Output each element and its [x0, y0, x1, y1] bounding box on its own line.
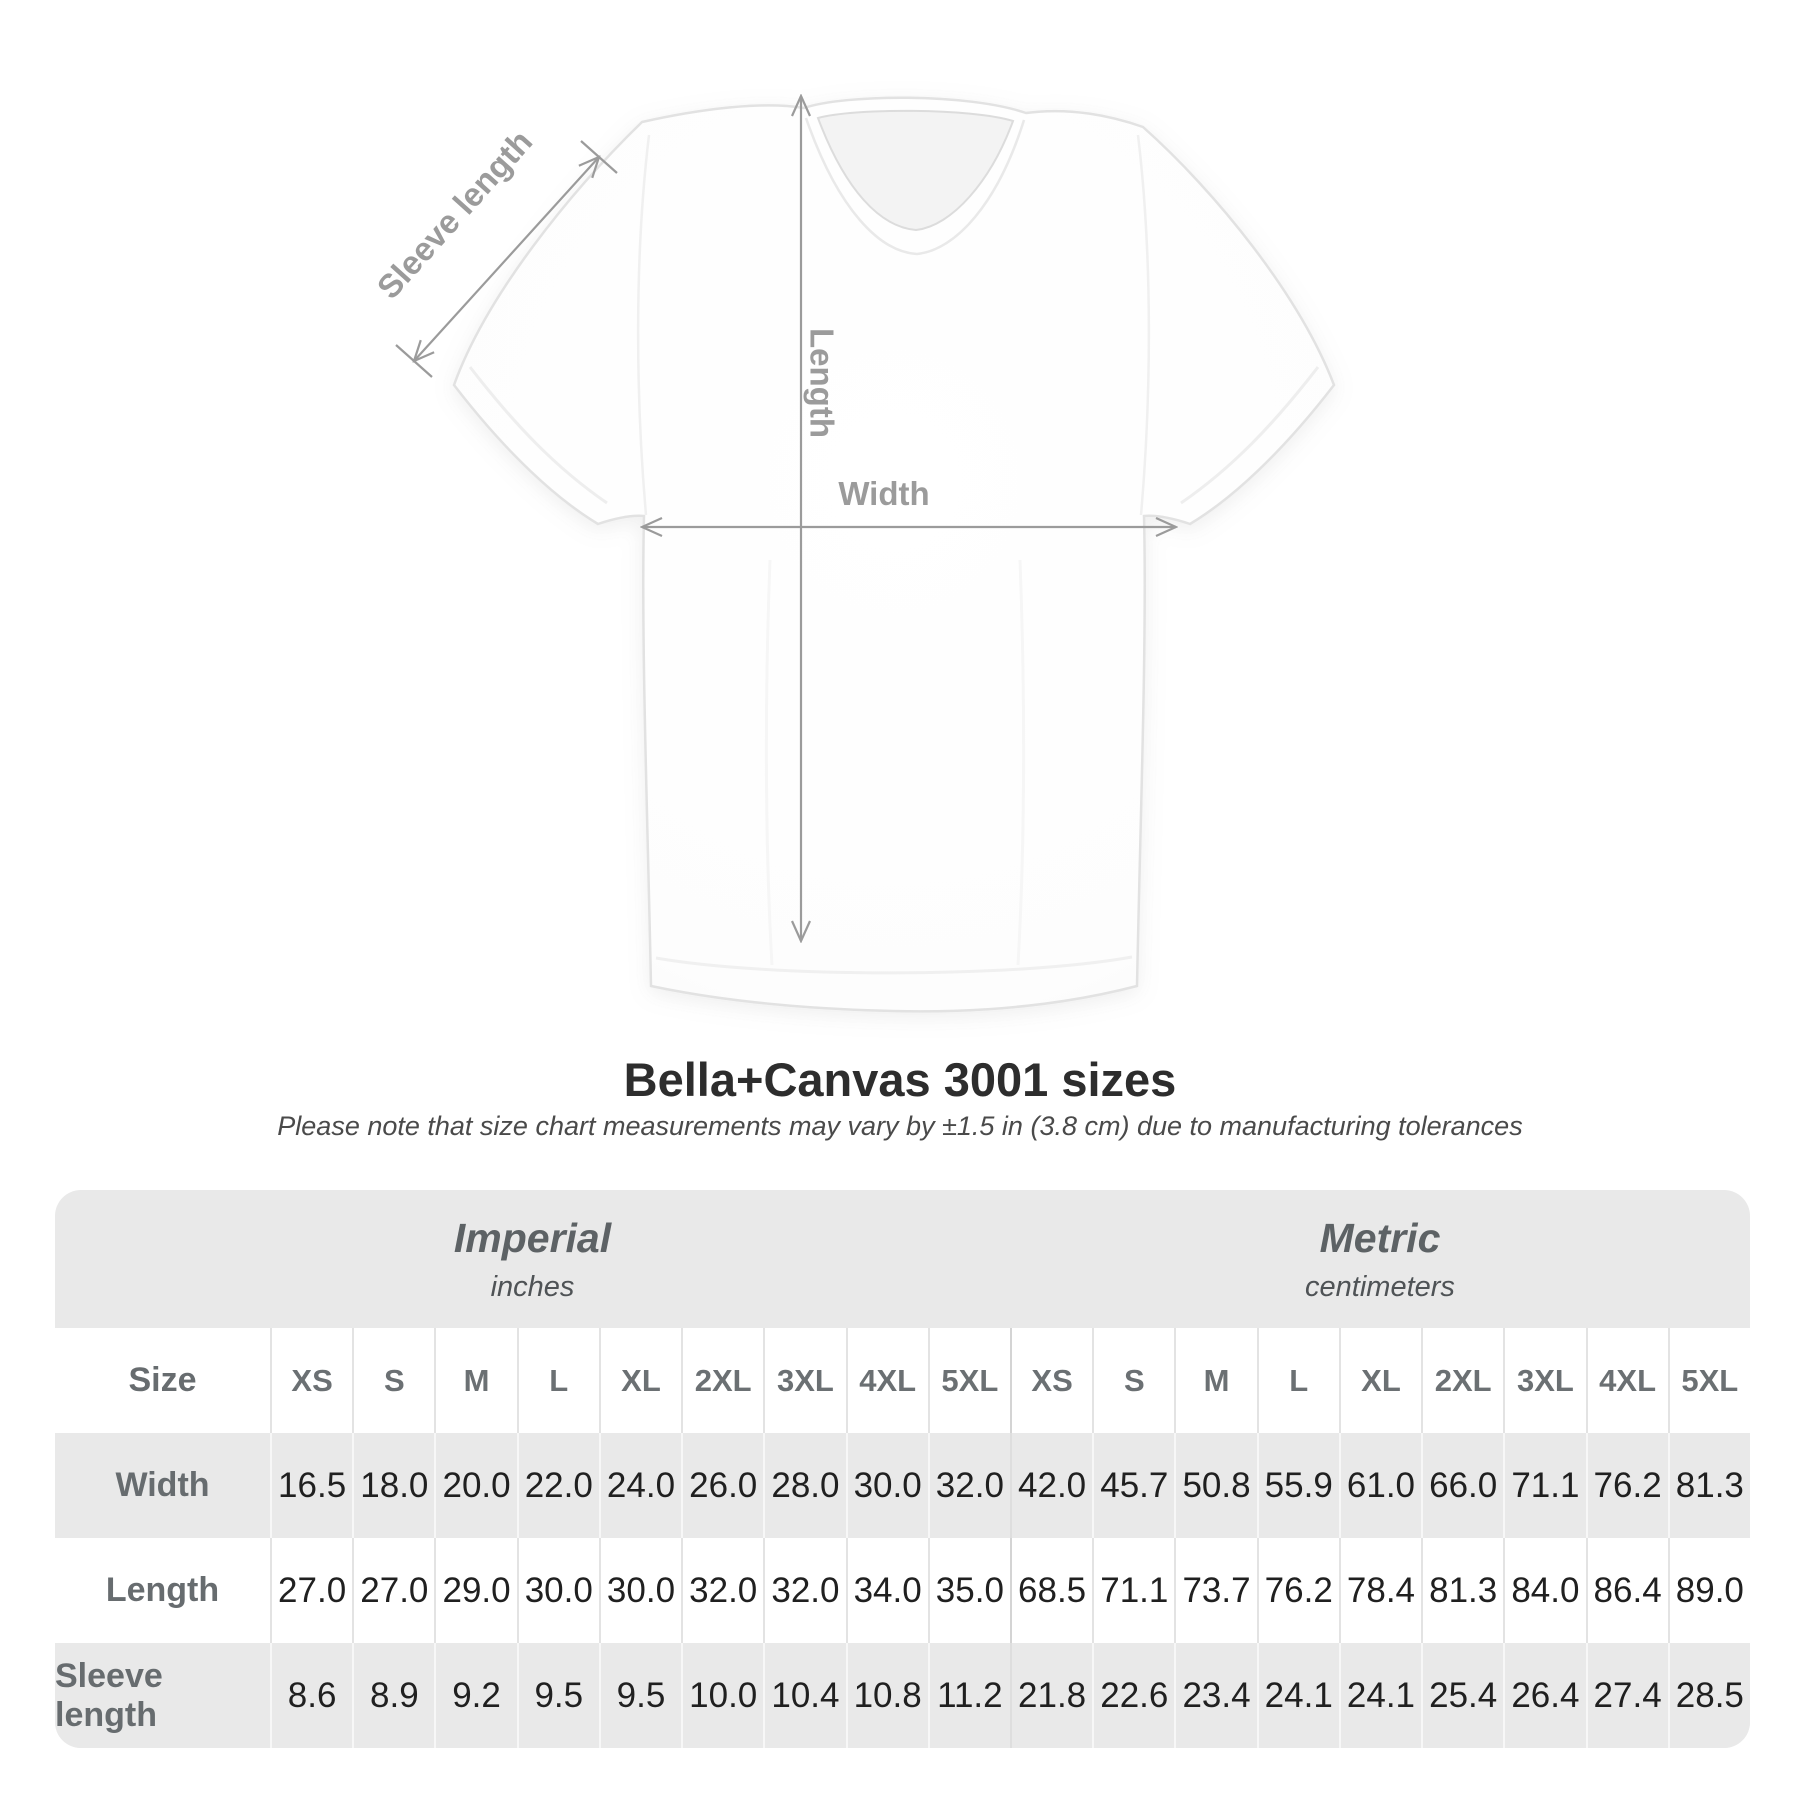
value-cell: 16.5: [270, 1433, 352, 1538]
size-header-cell: 3XL: [763, 1328, 845, 1433]
size-header-cell: XS: [270, 1328, 352, 1433]
value-cell: 84.0: [1503, 1538, 1585, 1643]
value-cell: 66.0: [1421, 1433, 1503, 1538]
size-table: [55, 1190, 1750, 1748]
value-cell: 27.4: [1586, 1643, 1668, 1748]
length-label: Length: [803, 328, 841, 438]
size-header-cell: 3XL: [1503, 1328, 1585, 1433]
size-header-cell: S: [352, 1328, 434, 1433]
value-cell: 9.5: [517, 1643, 599, 1748]
table-row: [55, 1643, 1750, 1748]
value-cell: 20.0: [434, 1433, 516, 1538]
table-row: [55, 1328, 1750, 1433]
value-cell: 9.5: [599, 1643, 681, 1748]
value-cell: 76.2: [1257, 1538, 1339, 1643]
value-cell: 24.1: [1339, 1643, 1421, 1748]
value-cell: 81.3: [1421, 1538, 1503, 1643]
value-cell: 11.2: [928, 1643, 1010, 1748]
value-cell: 23.4: [1174, 1643, 1256, 1748]
width-label: Width: [838, 475, 930, 512]
table-row: [55, 1433, 1750, 1538]
value-cell: 10.0: [681, 1643, 763, 1748]
unit-group-metric: [1010, 1190, 1750, 1328]
size-header-cell: XL: [599, 1328, 681, 1433]
value-cell: 26.0: [681, 1433, 763, 1538]
value-cell: 27.0: [352, 1538, 434, 1643]
value-cell: 25.4: [1421, 1643, 1503, 1748]
size-header-cell: 5XL: [1668, 1328, 1750, 1433]
tshirt-illustration: [454, 98, 1334, 1012]
value-cell: 24.1: [1257, 1643, 1339, 1748]
value-cell: 71.1: [1503, 1433, 1585, 1538]
unit-header-row: [55, 1190, 1750, 1328]
value-cell: 78.4: [1339, 1538, 1421, 1643]
value-cell: 29.0: [434, 1538, 516, 1643]
value-cell: 22.6: [1092, 1643, 1174, 1748]
unit-group-imperial: [55, 1190, 1010, 1328]
size-header-cell: 4XL: [846, 1328, 928, 1433]
value-cell: 30.0: [517, 1538, 599, 1643]
value-cell: 27.0: [270, 1538, 352, 1643]
value-cell: 21.8: [1010, 1643, 1092, 1748]
value-cell: 22.0: [517, 1433, 599, 1538]
row-label: Length: [105, 1571, 220, 1609]
value-cell: 45.7: [1092, 1433, 1174, 1538]
value-cell: 81.3: [1668, 1433, 1750, 1538]
row-label: Sleeve length: [55, 1656, 163, 1734]
size-header-cell: 4XL: [1586, 1328, 1668, 1433]
metric-unit: centimeters: [1305, 1270, 1455, 1303]
value-cell: 10.8: [846, 1643, 928, 1748]
size-header-cell: 2XL: [681, 1328, 763, 1433]
value-cell: 30.0: [846, 1433, 928, 1538]
size-header-cell: 5XL: [928, 1328, 1010, 1433]
value-cell: 73.7: [1174, 1538, 1256, 1643]
value-cell: 30.0: [599, 1538, 681, 1643]
value-cell: 34.0: [846, 1538, 928, 1643]
size-header-cell: XS: [1010, 1328, 1092, 1433]
row-label: Width: [115, 1466, 210, 1504]
size-column-header: Size: [128, 1361, 197, 1399]
sleeve-arrow-end-tick: [396, 345, 432, 377]
value-cell: 32.0: [681, 1538, 763, 1643]
value-cell: 8.9: [352, 1643, 434, 1748]
imperial-heading: Imperial: [453, 1214, 612, 1261]
value-cell: 28.5: [1668, 1643, 1750, 1748]
size-header-cell: M: [434, 1328, 516, 1433]
value-cell: 32.0: [928, 1433, 1010, 1538]
value-cell: 8.6: [270, 1643, 352, 1748]
tshirt-outline: [454, 98, 1334, 1012]
value-cell: 68.5: [1010, 1538, 1092, 1643]
size-header-cell: 2XL: [1421, 1328, 1503, 1433]
metric-heading: Metric: [1319, 1214, 1441, 1261]
value-cell: 76.2: [1586, 1433, 1668, 1538]
value-cell: 26.4: [1503, 1643, 1585, 1748]
value-cell: 9.2: [434, 1643, 516, 1748]
page-title: Bella+Canvas 3001 sizes: [623, 1053, 1177, 1106]
imperial-unit: inches: [490, 1270, 575, 1303]
value-cell: 10.4: [763, 1643, 845, 1748]
value-cell: 18.0: [352, 1433, 434, 1538]
value-cell: 42.0: [1010, 1433, 1092, 1538]
value-cell: 61.0: [1339, 1433, 1421, 1538]
value-cell: 24.0: [599, 1433, 681, 1538]
size-header-cell: L: [1257, 1328, 1339, 1433]
value-cell: 71.1: [1092, 1538, 1174, 1643]
size-header-cell: M: [1174, 1328, 1256, 1433]
value-cell: 86.4: [1586, 1538, 1668, 1643]
size-header-cell: XL: [1339, 1328, 1421, 1433]
size-header-cell: S: [1092, 1328, 1174, 1433]
value-cell: 32.0: [763, 1538, 845, 1643]
value-cell: 28.0: [763, 1433, 845, 1538]
tolerance-note: Please note that size chart measurements may vary by ±1.5 in (3.8 cm) due to manufacturing tolerances: [277, 1111, 1523, 1141]
value-cell: 89.0: [1668, 1538, 1750, 1643]
size-grid: [55, 1328, 1750, 1748]
value-cell: 55.9: [1257, 1433, 1339, 1538]
size-header-cell: L: [517, 1328, 599, 1433]
value-cell: 50.8: [1174, 1433, 1256, 1538]
sleeve-length-label: Sleeve length: [369, 122, 540, 306]
table-row: [55, 1538, 1750, 1643]
value-cell: 35.0: [928, 1538, 1010, 1643]
